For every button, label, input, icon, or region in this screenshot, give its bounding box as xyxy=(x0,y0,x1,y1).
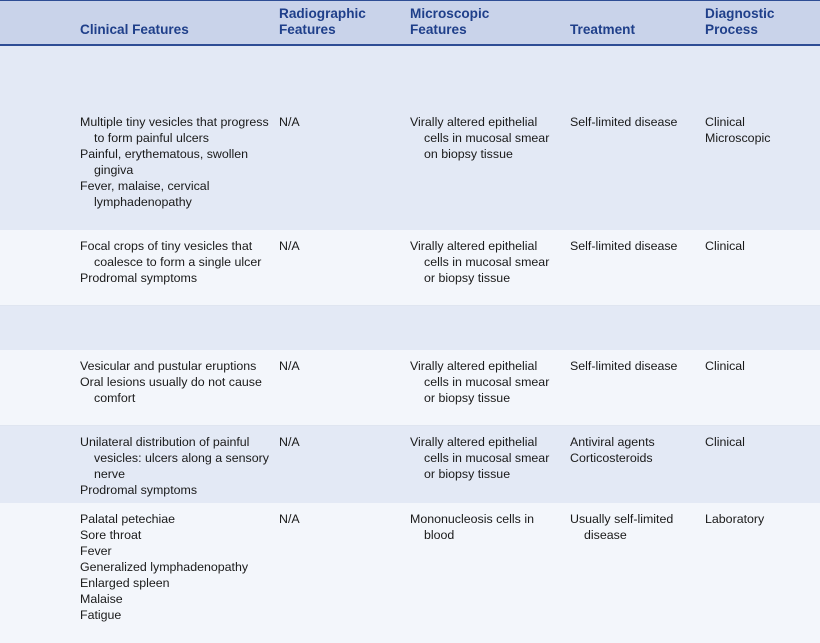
cell-radiographic xyxy=(279,358,389,374)
list-item: Self-limited disease xyxy=(570,115,678,129)
table-row xyxy=(0,503,820,643)
list-item: Generalized lymphadenopathy xyxy=(80,560,249,574)
cell-clinical xyxy=(80,238,270,286)
list-item: Clinical xyxy=(705,115,745,129)
header-radiographic-features: Radiographic Features xyxy=(279,6,366,37)
list-item: N/A xyxy=(279,239,300,253)
table-row xyxy=(0,426,820,503)
list-item: N/A xyxy=(279,435,300,449)
cell-treatment xyxy=(570,511,695,543)
cell-microscopic xyxy=(410,434,555,482)
list-item: Mononucleosis cells in blood xyxy=(410,512,534,542)
cell-clinical xyxy=(80,114,270,210)
cell-diagnostic xyxy=(705,114,817,146)
list-item: Virally altered epithelial cells in mucosal smear or biopsy tissue xyxy=(410,435,550,481)
list-item: Unilateral distribution of painful vesicles: ulcers along a sensory nerve xyxy=(80,435,269,481)
cell-treatment xyxy=(570,114,695,130)
list-item: N/A xyxy=(279,359,300,373)
list-item: Palatal petechiae xyxy=(80,512,176,526)
list-item: Vesicular and pustular eruptions xyxy=(80,359,257,373)
table-row xyxy=(0,350,820,426)
cell-diagnostic xyxy=(705,358,817,374)
header-clinical-features: Clinical Features xyxy=(80,22,189,37)
list-item: Laboratory xyxy=(705,512,765,526)
list-item: Usually self-limited disease xyxy=(570,512,674,542)
table-row xyxy=(0,106,820,230)
cell-radiographic xyxy=(279,238,389,254)
cell-clinical xyxy=(80,434,270,498)
cell-microscopic xyxy=(410,238,555,286)
cell-radiographic xyxy=(279,434,389,450)
cell-microscopic xyxy=(410,511,555,543)
list-item: Malaise xyxy=(80,592,123,606)
cell-diagnostic xyxy=(705,238,817,254)
section-heading-row xyxy=(0,46,820,106)
list-item: Multiple tiny vesicles that progress to form painful ulcers xyxy=(80,115,269,145)
list-item: Self-limited disease xyxy=(570,239,678,253)
list-item: Fatigue xyxy=(80,608,122,622)
list-item: Oral lesions usually do not cause comfort xyxy=(80,375,262,405)
header-diagnostic-process: Diagnostic Process xyxy=(705,6,775,37)
list-item: Enlarged spleen xyxy=(80,576,170,590)
cell-clinical xyxy=(80,358,270,406)
list-item: Microscopic xyxy=(705,131,771,145)
list-item: Corticosteroids xyxy=(570,451,653,465)
list-item: N/A xyxy=(279,512,300,526)
list-item: Virally altered epithelial cells in mucosal smear or biopsy tissue xyxy=(410,359,550,405)
list-item: Clinical xyxy=(705,359,745,373)
section-heading-row xyxy=(0,306,820,350)
list-item: Self-limited disease xyxy=(570,359,678,373)
cell-microscopic xyxy=(410,358,555,406)
cell-microscopic xyxy=(410,114,555,162)
cell-radiographic xyxy=(279,511,389,527)
cell-diagnostic xyxy=(705,434,817,450)
list-item: Clinical xyxy=(705,435,745,449)
table-row xyxy=(0,230,820,306)
list-item: Sore throat xyxy=(80,528,142,542)
header-treatment: Treatment xyxy=(570,22,635,37)
list-item: Fever, malaise, cervical lymphadenopathy xyxy=(80,179,210,209)
cell-radiographic xyxy=(279,114,389,130)
list-item: Prodromal symptoms xyxy=(80,483,198,497)
cell-treatment xyxy=(570,358,695,374)
list-item: N/A xyxy=(279,115,300,129)
list-item: Clinical xyxy=(705,239,745,253)
cell-diagnostic xyxy=(705,511,817,527)
cell-treatment xyxy=(570,238,695,254)
list-item: Painful, erythematous, swollen gingiva xyxy=(80,147,249,177)
cell-clinical xyxy=(80,511,270,623)
header-microscopic-features: Microscopic Features xyxy=(410,6,490,37)
cell-treatment xyxy=(570,434,695,466)
list-item: Focal crops of tiny vesicles that coalesce to form a single ulcer xyxy=(80,239,262,269)
list-item: Prodromal symptoms xyxy=(80,271,198,285)
list-item: Virally altered epithelial cells in mucosal smear on biopsy tissue xyxy=(410,115,550,161)
list-item: Antiviral agents xyxy=(570,435,655,449)
list-item: Fever xyxy=(80,544,112,558)
list-item: Virally altered epithelial cells in mucosal smear or biopsy tissue xyxy=(410,239,550,285)
table-header xyxy=(0,0,820,46)
